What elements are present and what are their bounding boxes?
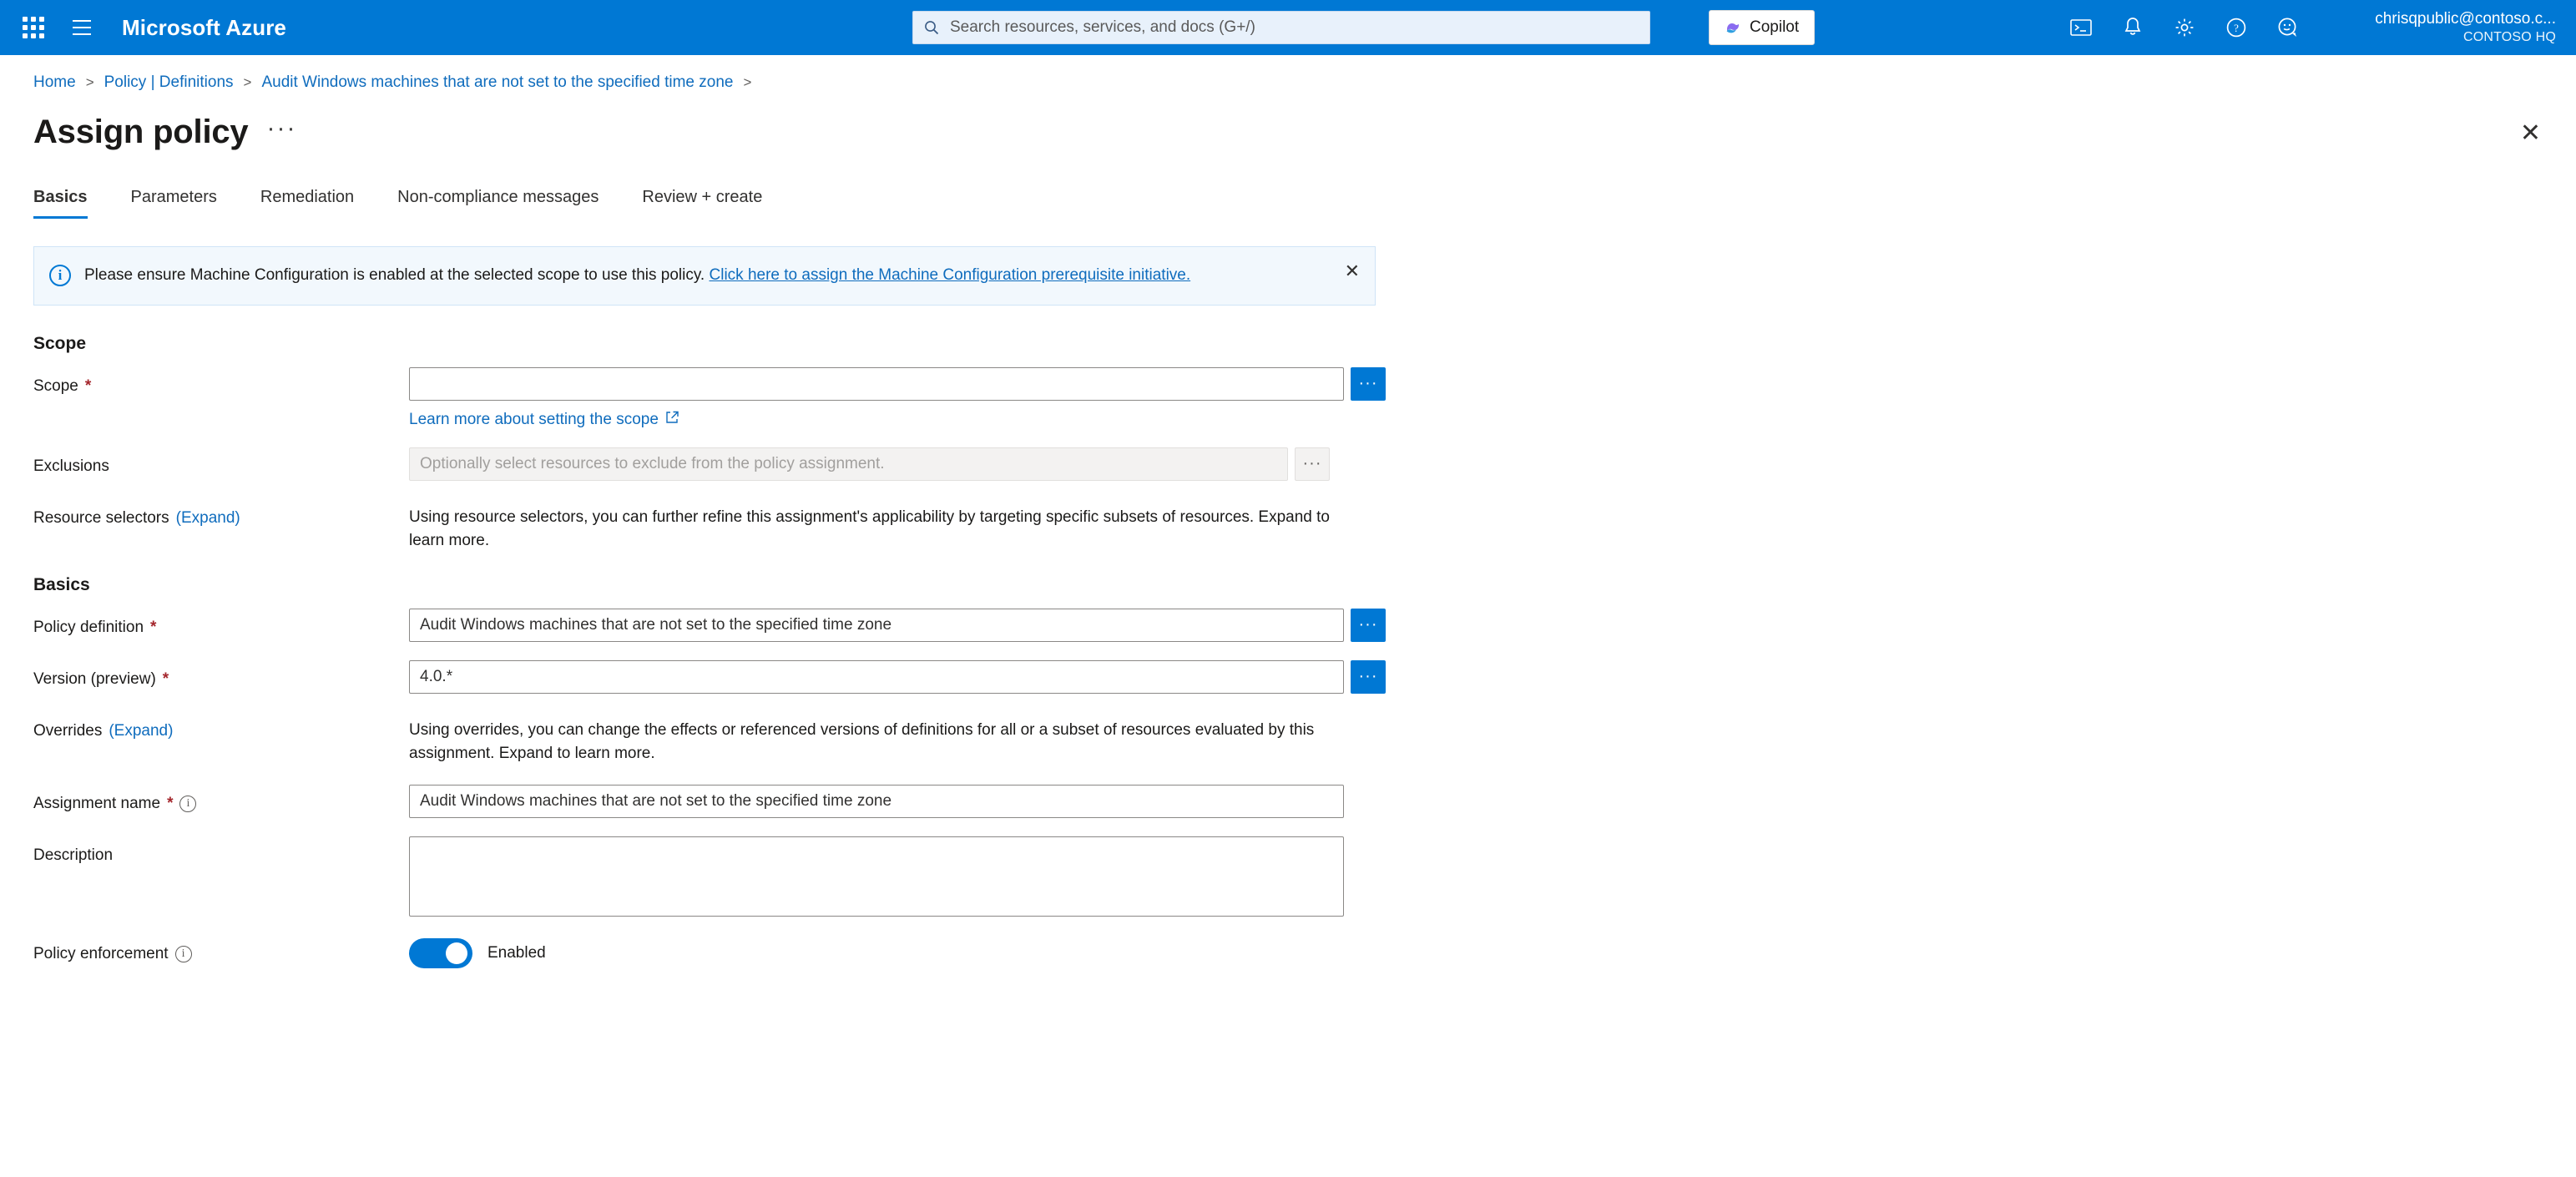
policy-definition-row [33,609,2576,642]
search-box[interactable] [912,11,1650,44]
overrides-row [33,712,2576,766]
tab-non-compliance-messages[interactable]: Non-compliance messages [397,188,599,206]
external-link-icon [665,411,679,429]
assignment-name-label-group [33,785,409,813]
policy-enforcement-label-group [33,935,409,963]
page-header [0,92,2576,151]
description-row [33,836,2576,917]
version-input[interactable] [409,660,1344,694]
info-icon[interactable]: i [175,946,192,962]
tab-review-create[interactable]: Review + create [642,188,763,206]
policy-enforcement-row [33,935,2576,968]
copilot-icon [1725,19,1741,36]
resource-selectors-label-group [33,499,409,528]
policy-definition-required-indicator: * [150,618,157,636]
svg-text:?: ? [2234,22,2239,35]
breadcrumb [0,55,2576,92]
scope-label: Scope [33,376,78,395]
notifications-bell-icon[interactable] [2120,15,2145,40]
exclusions-field [409,447,1330,481]
machine-configuration-prerequisite-link[interactable]: Click here to assign the Machine Configuration prerequisite initiative. [709,266,1191,284]
basics-section-heading: Basics [33,574,90,594]
exclusions-input[interactable] [409,447,1288,481]
info-icon[interactable]: i [179,796,196,812]
policy-definition-label: Policy definition [33,618,144,636]
search-input[interactable] [948,18,1639,38]
overrides-description: Using overrides, you can change the effects or referenced versions of definitions for all or a subset of resources evaluated by this assignment. Expand to learn more. [409,720,1315,762]
resource-selectors-description: Using resource selectors, you can further refine this assignment's applicability by targeting specific subsets of resources. Expand to learn more. [409,508,1331,549]
account-info[interactable] [2375,9,2556,46]
top-bar-icon-group [2068,15,2301,40]
description-textarea[interactable] [409,836,1344,917]
scope-help-link[interactable] [409,411,1386,429]
overrides-expand-link[interactable]: (Expand) [109,721,174,740]
policy-definition-browse-button[interactable]: ··· [1351,609,1386,642]
version-label: Version (preview) [33,669,156,688]
version-row [33,660,2576,694]
scope-required-indicator: * [84,376,92,395]
scope-field-wrap [409,367,1386,429]
version-required-indicator: * [162,669,169,688]
scope-section-heading: Scope [33,333,87,353]
breadcrumb-separator: > [85,74,94,90]
description-label: Description [33,846,114,864]
cloud-shell-icon[interactable] [2068,15,2094,40]
assignment-name-row [33,785,2576,818]
scope-label-group [33,367,409,396]
assign-policy-form [0,334,2576,968]
exclusions-browse-button[interactable]: ··· [1295,447,1330,481]
breadcrumb-separator: > [243,74,252,90]
scope-help-link-label: Learn more about setting the scope [409,410,659,428]
version-browse-button[interactable]: ··· [1351,660,1386,694]
page-title: Assign policy [33,114,249,150]
scope-browse-button[interactable]: ··· [1351,367,1386,401]
copilot-button[interactable] [1709,10,1815,45]
toggle-knob [446,942,467,964]
policy-enforcement-label: Policy enforcement [33,944,169,962]
policy-definition-input[interactable] [409,609,1344,642]
tab-remediation[interactable]: Remediation [260,188,355,206]
global-search[interactable] [912,11,1650,44]
overrides-label: Overrides [33,721,103,740]
resource-selectors-row [33,499,2576,553]
help-question-icon[interactable] [2224,15,2249,40]
dismiss-banner-button[interactable]: ✕ [1344,260,1360,281]
overrides-label-group [33,712,409,740]
scope-input[interactable] [409,367,1344,401]
info-banner [33,246,1376,306]
more-actions-button[interactable]: ··· [266,114,297,142]
assignment-name-required-indicator: * [167,794,174,812]
breadcrumb-item-policy[interactable]: Audit Windows machines that are not set to the specified time zone [261,73,734,91]
tab-basics[interactable]: Basics [33,188,109,219]
info-banner-message: Please ensure Machine Configuration is enabled at the selected scope to use this policy. [84,266,705,284]
assignment-name-label: Assignment name [33,794,161,812]
app-launcher-grid [23,17,44,38]
resource-selectors-expand-link[interactable]: (Expand) [175,508,240,527]
settings-gear-icon[interactable] [2172,15,2197,40]
policy-definition-label-group [33,609,409,637]
description-field [409,836,1344,917]
copilot-label: Copilot [1750,18,1800,36]
breadcrumb-item-home[interactable]: Home [33,73,76,91]
scope-field [409,367,1386,401]
resource-selectors-label: Resource selectors [33,508,169,527]
policy-enforcement-toggle[interactable] [409,938,472,968]
exclusions-label: Exclusions [33,457,109,475]
account-org: CONTOSO HQ [2462,29,2556,44]
policy-definition-field [409,609,1386,642]
breadcrumb-separator: > [743,74,752,90]
close-blade-button[interactable]: ✕ [2519,119,2541,147]
policy-enforcement-state-label: Enabled [487,943,546,962]
exclusions-row [33,447,2576,481]
hamburger-menu-icon[interactable] [63,9,100,46]
azure-brand-label[interactable]: Microsoft Azure [122,14,286,40]
account-email: chrisqpublic@contoso.c... [2375,10,2556,28]
tab-strip [0,188,2576,220]
scope-row [33,367,2576,429]
app-launcher-icon[interactable] [15,9,52,46]
search-icon [923,19,940,36]
version-label-group [33,660,409,689]
version-field [409,660,1386,694]
feedback-smiley-icon[interactable] [2275,15,2301,40]
breadcrumb-item-policy-definitions[interactable]: Policy | Definitions [104,73,234,91]
info-banner-text [84,264,1190,288]
assignment-name-input[interactable] [409,785,1344,818]
tab-parameters[interactable]: Parameters [130,188,217,206]
top-navigation-bar [0,0,2576,55]
policy-enforcement-field [409,935,546,968]
assignment-name-field [409,785,1344,818]
info-icon: i [49,265,71,286]
